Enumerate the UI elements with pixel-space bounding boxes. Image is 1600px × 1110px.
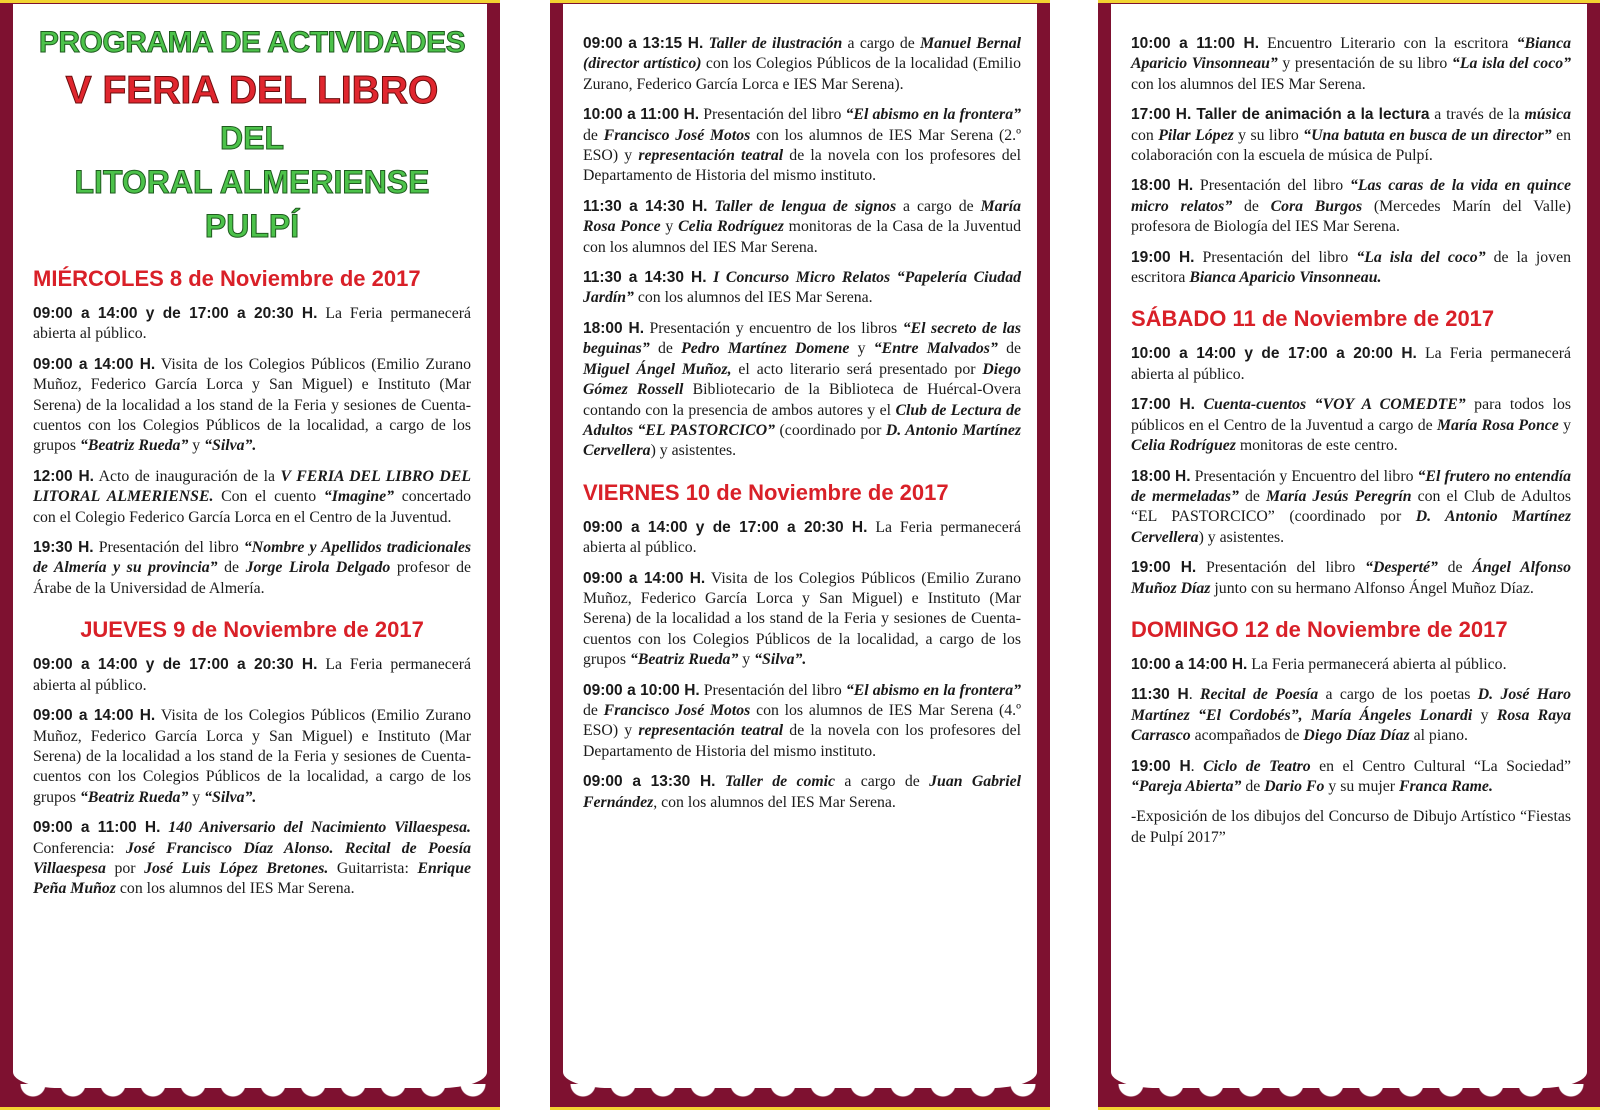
event-thu-hours: 09:00 a 14:00 y de 17:00 a 20:30 H. La Feria permanecerá abierta al público.	[33, 656, 471, 694]
scallop-border	[1111, 1084, 1587, 1104]
event-thu-illustration: 09:00 a 13:15 H. Taller de ilustración a cargo de Manuel Bernal (director artístico) con los Colegios Públicos de la localidad (Emilio Zurano, Federico García Lorca e IES Mar Serena).	[583, 35, 1022, 93]
event-fri-comic: 09:00 a 13:30 H. Taller de comic a cargo de Juan Gabriel Fernández, con los alumnos del IES Mar Serena.	[583, 773, 1021, 811]
event-thu-beguinas: 18:00 H. Presentación y encuentro de los libros “El secreto de las beguinas” de Pedro Martínez Domene y “Entre Malvados” de Miguel Ángel Muñoz, el acto literario será presentado por Diego Gómez Rossell Bibliotecario de la Biblioteca de Huércal-Overa contando con la presencia de ambos autores y el Club de Lectura de Adultos “EL PASTORCICO” (coordinado por D. Antonio Martínez Cervellera) y asistentes.	[583, 319, 1022, 460]
panel-left-page	[13, 4, 487, 1088]
scallop-border	[13, 1084, 487, 1104]
event-wed-book-presentation: 19:30 H. Presentación del libro “Nombre y Apellidos tradicionales de Almería y su provincia” de Jorge Lirola Delgado profesor de Árabe de la Universidad de Almería.	[33, 539, 472, 597]
event-fri-caras-vida: 18:00 H. Presentación del libro “Las caras de la vida en quince micro relatos” de Cora Burgos (Mercedes Marín del Valle) profesora de Biología del IES Mar Serena.	[1131, 177, 1571, 236]
day-heading-saturday: SÁBADO 11 de Noviembre de 2017	[1131, 306, 1495, 332]
fair-subtitle-pulpi: PULPÍ	[204, 208, 300, 244]
event-thu-abismo: 10:00 a 11:00 H. Presentación del libro “El abismo en la frontera” de Francisco José Motos con los alumnos de IES Mar Serena (2.º ESO) y representación teatral de la novela con los profesores del Departamento de Historia del mismo instituto.	[583, 106, 1022, 185]
event-sun-theatre: 19:00 H. Ciclo de Teatro en el Centro Cultural “La Sociedad” “Pareja Abierta” de Dario Fo y su mujer Franca Rame.	[1131, 757, 1571, 795]
program-title: PROGRAMA DE ACTIVIDADES	[38, 26, 466, 59]
event-wed-hours: 09:00 a 14:00 y de 17:00 a 20:30 H. La Feria permanecerá abierta al público.	[33, 305, 471, 343]
event-thu-sign-language: 11:30 a 14:30 H. Taller de lengua de signos a cargo de María Rosa Ponce y Celia Rodríguez monitoras de la Casa de la Juventud con los alumnos del IES Mar Serena.	[583, 197, 1022, 256]
day-heading-wednesday: MIÉRCOLES 8 de Noviembre de 2017	[33, 266, 421, 291]
panel-right-page	[1111, 4, 1587, 1088]
event-sat-hours: 10:00 a 14:00 y de 17:00 a 20:00 H. La Feria permanecerá abierta al público.	[1131, 345, 1571, 383]
day-heading-sunday: DOMINGO 12 de Noviembre de 2017	[1131, 616, 1508, 642]
event-sun-poetry: 11:30 H. Recital de Poesía a cargo de los poetas D. José Haro Martínez “El Cordobés”, María Ángeles Lonardi y Rosa Raya Carrasco acompañados de Diego Díaz Díaz al piano.	[1131, 686, 1571, 745]
event-fri-hours: 09:00 a 14:00 y de 17:00 a 20:30 H. La Feria permanecerá abierta al público.	[583, 518, 1021, 557]
day-heading-friday: VIERNES 10 de Noviembre de 2017	[583, 479, 949, 505]
event-sun-hours: 10:00 a 14:00 H. La Feria permanecerá abierta al público.	[1131, 655, 1507, 673]
day-heading-thursday: JUEVES 9 de Noviembre de 2017	[80, 617, 424, 643]
event-sat-frutero: 18:00 H. Presentación y Encuentro del libro “El frutero no entendía de mermeladas” de María Jesús Peregrín con el Club de Adultos “EL PASTORCICO” (coordinado por D. Antonio Martínez Cervellera) y asistentes.	[1131, 467, 1572, 546]
panel-left	[0, 0, 500, 1110]
fair-title: V FERIA DEL LIBRO	[65, 69, 439, 112]
event-fri-literary-meeting: 10:00 a 11:00 H. Encuentro Literario con la escritora “Bianca Aparicio Vinsonneau” y presentación de su libro “La isla del coco” con los alumnos del IES Mar Serena.	[1131, 35, 1571, 93]
event-wed-school-visit: 09:00 a 14:00 H. Visita de los Colegios Públicos (Emilio Zurano Muñoz, Federico García Lorca y San Miguel) e Instituto (Mar Serena) de la localidad a los stand de la Feria y sesiones de Cuenta-cuentos con los Colegios Públicos de la localidad, a cargo de los grupos “Beatriz Rueda” y “Silva”.	[33, 355, 471, 455]
event-wed-inauguration: 12:00 H. Acto de inauguración de la V FERIA DEL LIBRO DEL LITORAL ALMERIENSE. Con el cuento “Imagine” concertado con el Colegio Federico García Lorca en el Centro de la Juventud.	[33, 467, 472, 526]
event-fri-isla-coco: 19:00 H. Presentación del libro “La isla del coco” de la joven escritora Bianca Aparicio Vinsonneau.	[1131, 248, 1571, 287]
panel-middle	[550, 0, 1050, 1110]
event-thu-villaespesa: 09:00 a 11:00 H. 140 Aniversario del Nacimiento Villaespesa. Conferencia: José Francisco Díaz Alonso. Recital de Poesía Villaespesa por José Luis López Bretones. Guitarrista: Enrique Peña Muñoz con los alumnos del IES Mar Serena.	[33, 819, 471, 898]
event-fri-school-visit: 09:00 a 14:00 H. Visita de los Colegios Públicos (Emilio Zurano Muñoz, Federico García Lorca y San Miguel) e Instituto (Mar Serena) de la localidad a los stand de la Feria y sesiones de Cuenta-cuentos con los Colegios Públicos de la localidad, a cargo de los grupos “Beatriz Rueda” y “Silva”.	[583, 569, 1021, 669]
event-sat-storytelling: 17:00 H. Cuenta-cuentos “VOY A COMEDTE” para todos los públicos en el Centro de la Juventud a cargo de María Rosa Ponce y Celia Rodríguez monitoras de este centro.	[1131, 396, 1572, 455]
fair-subtitle-litoral: LITORAL ALMERIENSE	[74, 164, 430, 200]
event-thu-micro-relatos: 11:30 a 14:30 H. I Concurso Micro Relatos “Papelería Ciudad Jardín” con los alumnos del IES Mar Serena.	[583, 269, 1022, 307]
event-fri-reading-workshop: 17:00 H. Taller de animación a la lectura a través de la música con Pilar López y su libro “Una batuta en busca de un director” en colaboración con la escuela de música de Pulpí.	[1131, 106, 1572, 165]
panel-right	[1098, 0, 1600, 1110]
fair-subtitle-del: DEL	[220, 120, 284, 156]
scallop-border	[563, 1084, 1037, 1104]
event-sun-exhibition: -Exposición de los dibujos del Concurso de Dibujo Artístico “Fiestas de Pulpí 2017”	[1131, 808, 1571, 846]
event-thu-school-visit: 09:00 a 14:00 H. Visita de los Colegios Públicos (Emilio Zurano Muñoz, Federico García Lorca y San Miguel) e Instituto (Mar Serena) de la localidad a los stand de la Feria y sesiones de Cuenta-cuentos con los Colegios Públicos de la localidad, a cargo de los grupos “Beatriz Rueda” y “Silva”.	[33, 707, 471, 806]
event-sat-desperte: 19:00 H. Presentación del libro “Desperté” de Ángel Alfonso Muñoz Díaz junto con su hermano Alfonso Ángel Muñoz Díaz.	[1131, 559, 1572, 597]
panel-middle-page	[563, 4, 1037, 1088]
event-fri-abismo: 09:00 a 10:00 H. Presentación del libro “El abismo en la frontera” de Francisco José Motos con los alumnos de IES Mar Serena (4.º ESO) y representación teatral de la novela con los profesores del Departamento de Historia del mismo instituto.	[583, 681, 1022, 760]
